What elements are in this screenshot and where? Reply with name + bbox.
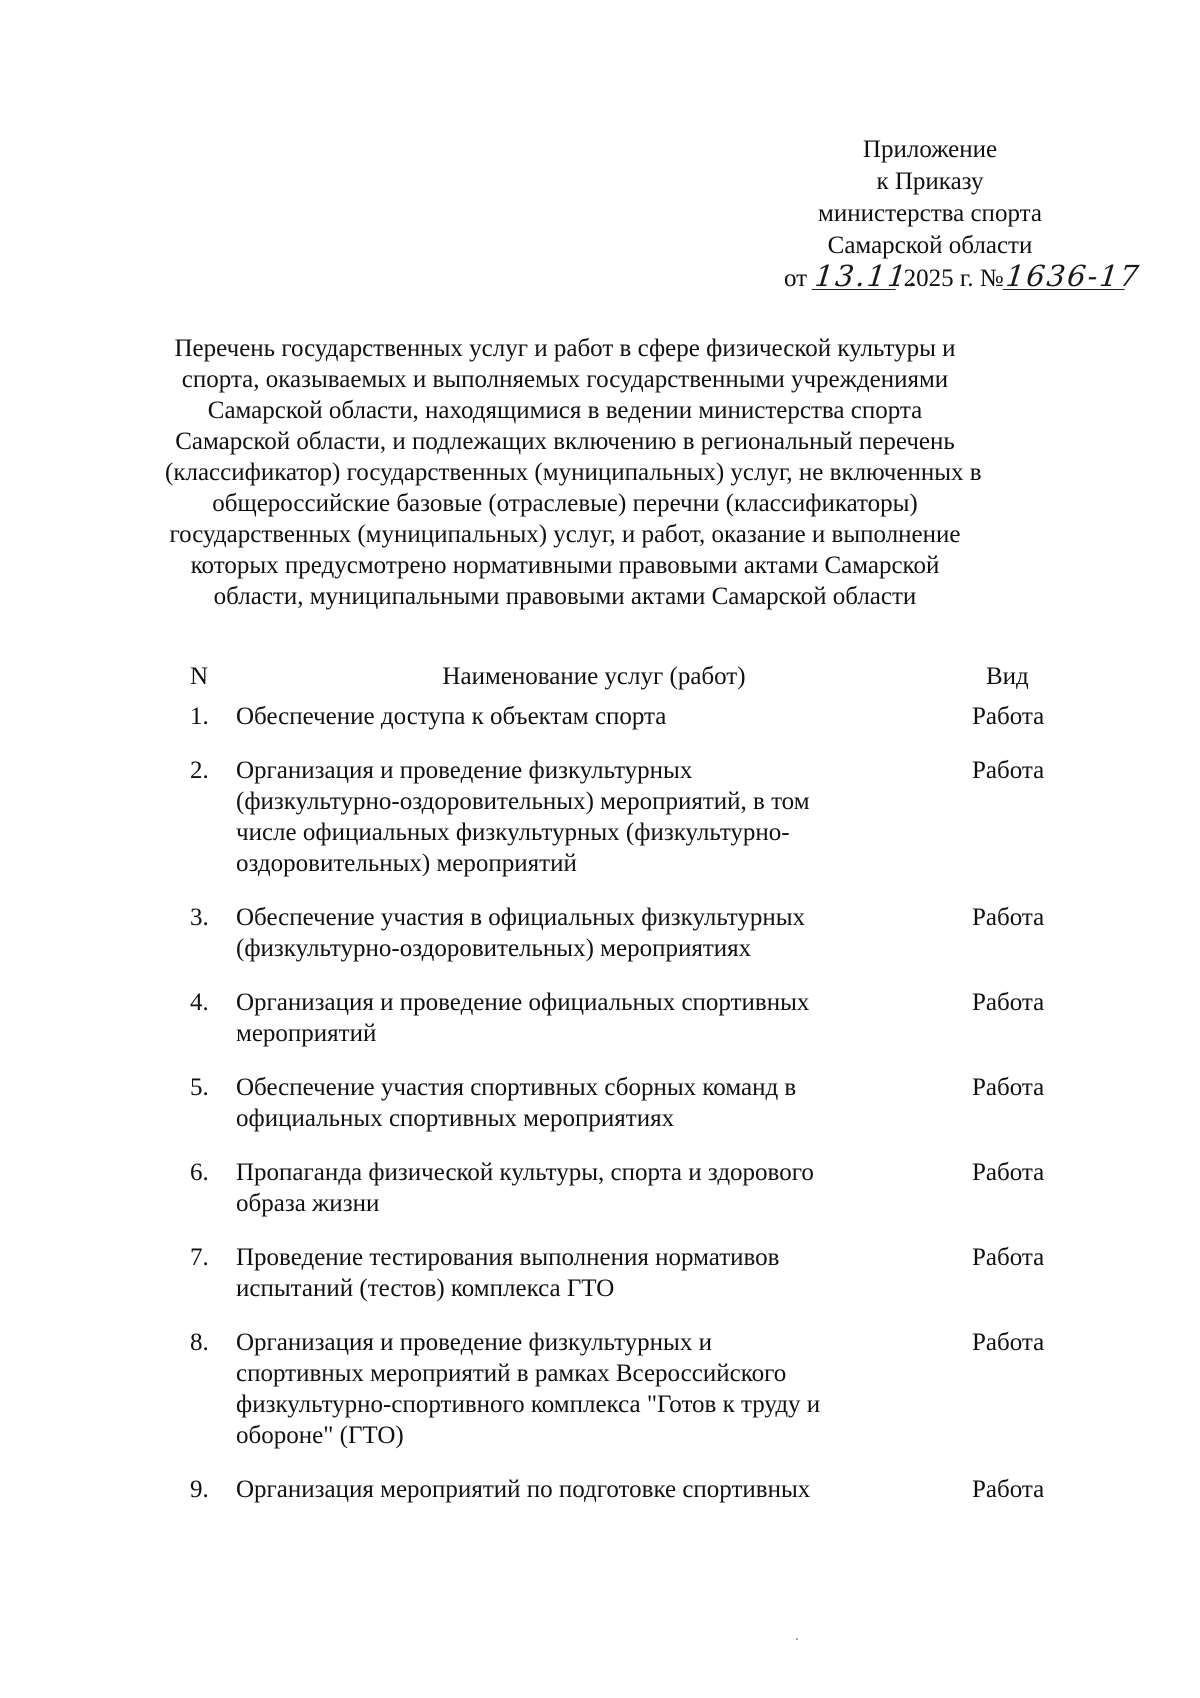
title-line: Самарской области, и подлежащих включению в региональный перечень	[175, 428, 955, 455]
row-name-line: Проведение тестирования выполнения нормативов	[236, 1244, 780, 1271]
handwritten-order-number: 1636-17	[1003, 259, 1143, 293]
table-row	[190, 755, 1110, 879]
title-line: спорта, оказываемых и выполняемых государственными учреждениями	[181, 366, 949, 393]
row-name-line: (физкультурно-оздоровительных) мероприятиях	[236, 935, 752, 962]
title-line: которых предусмотрено нормативными правовыми актами Самарской	[190, 552, 940, 579]
row-kind: Работа	[972, 1476, 1045, 1503]
row-name-line: Организация и проведение физкультурных	[236, 757, 693, 784]
table-row	[190, 701, 1110, 732]
row-name-line: испытаний (тестов) комплекса ГТО	[236, 1275, 615, 1302]
row-name	[236, 755, 952, 879]
row-name-line: Организация и проведение физкультурных и	[236, 1329, 712, 1356]
row-name	[236, 1474, 952, 1505]
document-title	[165, 333, 982, 612]
table-row	[190, 1327, 1110, 1451]
row-name-line: числе официальных физкультурных (физкультурно-	[236, 819, 790, 846]
header-name: Наименование услуг (работ)	[442, 663, 746, 690]
row-name	[236, 1242, 952, 1304]
appendix-line: Приложение	[862, 136, 998, 163]
row-name	[236, 1157, 952, 1219]
table-body	[190, 701, 1110, 1505]
table-header	[190, 661, 1110, 701]
row-name-line: спортивных мероприятий в рамках Всероссийского	[236, 1360, 787, 1387]
row-name	[236, 987, 952, 1049]
row-number: 1.	[190, 703, 209, 730]
appendix-line: министерства спорта	[818, 200, 1042, 227]
row-kind: Работа	[972, 904, 1045, 931]
row-name-line: Обеспечение участия в официальных физкультурных	[236, 904, 806, 931]
row-number: 8.	[190, 1329, 209, 1356]
row-name	[236, 1327, 952, 1451]
title-line: государственных (муниципальных) услуг, и работ, оказание и выполнение	[169, 521, 961, 548]
table-row	[190, 1157, 1110, 1219]
table-row	[190, 1242, 1110, 1304]
row-number: 5.	[190, 1074, 209, 1101]
row-kind: Работа	[972, 1329, 1045, 1356]
row-kind: Работа	[972, 1159, 1045, 1186]
order-year: 2025 г. №	[903, 265, 1004, 292]
table-row	[190, 1474, 1110, 1505]
row-name-line: Организация мероприятий по подготовке спортивных	[236, 1476, 811, 1503]
row-name-line: Обеспечение участия спортивных сборных команд в	[236, 1074, 797, 1101]
row-number: 7.	[190, 1244, 209, 1271]
table-row	[190, 902, 1110, 964]
row-number: 3.	[190, 904, 209, 931]
header-number: N	[190, 663, 209, 690]
row-name	[236, 902, 952, 964]
scan-speck	[796, 1638, 798, 1640]
row-number: 9.	[190, 1476, 209, 1503]
row-name-line: образа жизни	[236, 1190, 380, 1217]
handwritten-order-date: 13.11.	[813, 259, 922, 293]
title-line: области, муниципальными правовыми актами Самарской области	[213, 583, 917, 610]
row-name-line: (физкультурно-оздоровительных) мероприятий, в том	[236, 788, 810, 815]
appendix-line: Самарской области	[827, 232, 1033, 259]
header-kind: Вид	[986, 663, 1029, 690]
row-kind: Работа	[972, 703, 1045, 730]
title-line: Самарской области, находящимися в ведении министерства спорта	[207, 397, 923, 424]
row-name-line: Обеспечение доступа к объектам спорта	[236, 703, 667, 730]
row-name	[236, 701, 952, 732]
order-prefix: от	[784, 265, 808, 292]
row-name-line: Пропаганда физической культуры, спорта и здорового	[236, 1159, 814, 1186]
row-number: 4.	[190, 989, 209, 1016]
appendix-line: к Приказу	[876, 168, 984, 195]
order-reference	[784, 259, 1143, 295]
row-kind: Работа	[972, 757, 1045, 784]
row-name-line: физкультурно-спортивного комплекса "Готов к труду и	[236, 1391, 821, 1418]
services-table	[190, 661, 1110, 1528]
row-kind: Работа	[972, 989, 1045, 1016]
row-name-line: обороне" (ГТО)	[236, 1422, 404, 1449]
row-name	[236, 1072, 952, 1134]
title-line: общероссийские базовые (отраслевые) перечни (классификаторы)	[212, 490, 918, 517]
table-row	[190, 987, 1110, 1049]
row-name-line: оздоровительных) мероприятий	[236, 850, 577, 877]
row-number: 2.	[190, 757, 209, 784]
appendix-block	[760, 134, 1143, 295]
table-row	[190, 1072, 1110, 1134]
row-name-line: официальных спортивных мероприятиях	[236, 1105, 675, 1132]
row-kind: Работа	[972, 1074, 1045, 1101]
row-name-line: Организация и проведение официальных спортивных	[236, 989, 810, 1016]
row-kind: Работа	[972, 1244, 1045, 1271]
title-line: Перечень государственных услуг и работ в сфере физической культуры и	[174, 335, 956, 362]
row-name-line: мероприятий	[236, 1020, 377, 1047]
row-number: 6.	[190, 1159, 209, 1186]
title-line: (классификатор) государственных (муниципальных) услуг, не включенных в	[165, 459, 982, 486]
